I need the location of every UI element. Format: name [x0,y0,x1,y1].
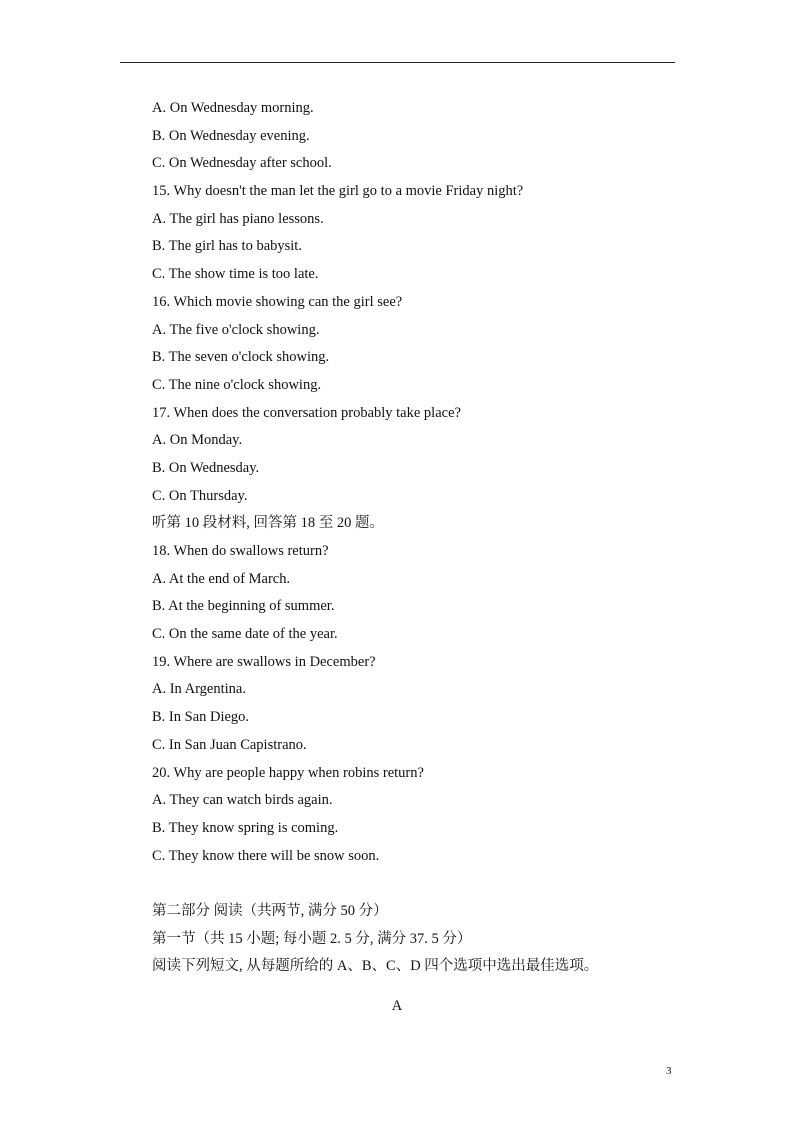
part-heading: 第二部分 阅读（共两节, 满分 50 分） [152,902,388,919]
text-line: B. In San Diego. [152,709,250,726]
section-heading: 第一节（共 15 小题; 每小题 2. 5 分, 满分 37. 5 分） [152,930,472,947]
question-line: 19. Where are swallows in December? [152,653,376,670]
question-line: 15. Why doesn't the man let the girl go to a movie Friday night? [152,183,524,200]
text-line: B. At the beginning of summer. [152,598,335,615]
passage-label: A [391,998,403,1014]
page-number: 3 [666,1065,672,1077]
text-line: B. They know spring is coming. [152,819,339,836]
lines-before-gap [152,95,712,870]
instruction-line: 听第 10 段材料, 回答第 18 至 20 题。 [152,515,384,532]
text-line: A. On Wednesday morning. [152,100,314,116]
text-line: A. In Argentina. [152,681,246,698]
text-line: B. The girl has to babysit. [152,238,302,255]
text-line: B. On Wednesday evening. [152,127,310,144]
question-line: 17. When does the conversation probably take place? [152,404,461,421]
text-line: C. On the same date of the year. [152,626,338,643]
text-line: C. The nine o'clock showing. [152,376,322,393]
question-line: 16. Which movie showing can the girl see? [152,293,403,310]
document-body [152,95,712,981]
instruction-line: 阅读下列短文, 从每题所给的 A、B、C、D 四个选项中选出最佳选项。 [152,958,599,975]
question-line: 20. Why are people happy when robins return? [152,764,424,781]
text-line: C. In San Juan Capistrano. [152,736,307,753]
text-line: A. At the end of March. [152,570,291,587]
text-line: A. The girl has piano lessons. [152,210,324,227]
text-line: B. The seven o'clock showing. [152,349,330,366]
paragraph-gap [152,870,712,898]
question-line: 18. When do swallows return? [152,543,329,559]
text-line: A. They can watch birds again. [152,792,333,809]
text-line: C. The show time is too late. [152,266,319,283]
lines-after-gap [152,898,712,981]
text-line: B. On Wednesday. [152,459,260,476]
text-line: A. The five o'clock showing. [152,321,320,338]
text-line: C. On Wednesday after school. [152,155,332,172]
header-rule [120,62,675,63]
text-line: C. On Thursday. [152,487,248,504]
text-line: C. They know there will be snow soon. [152,847,380,864]
text-line: A. On Monday. [152,432,243,449]
